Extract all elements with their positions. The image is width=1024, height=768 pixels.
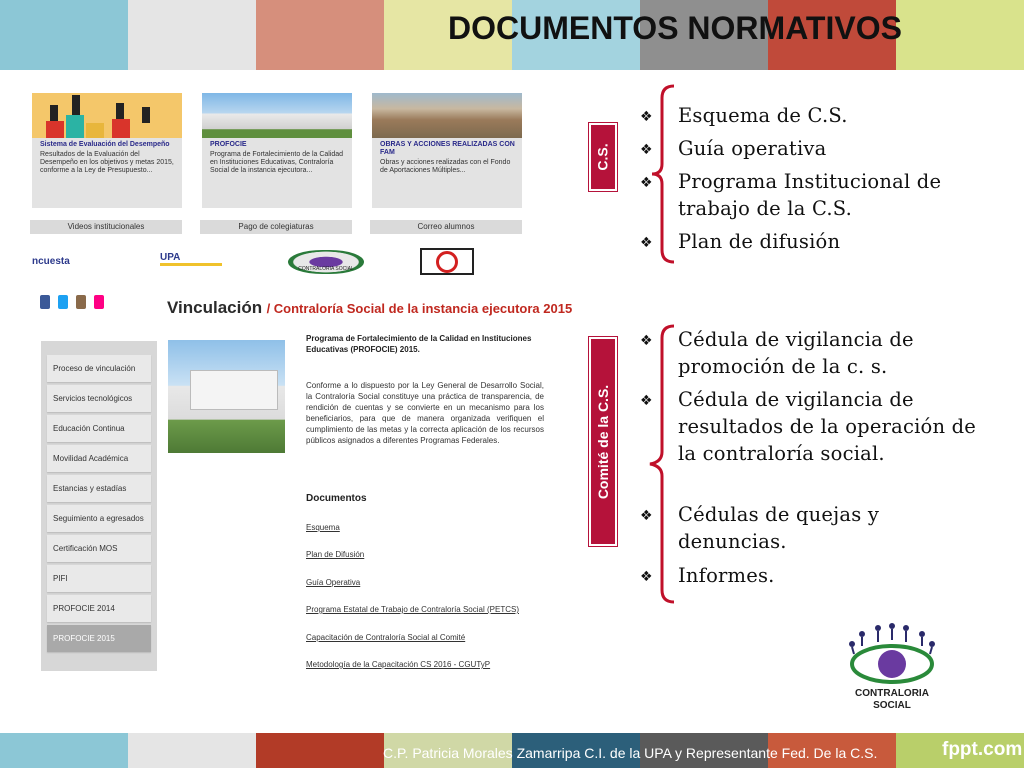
document-link[interactable]: Plan de Difusión — [306, 550, 365, 559]
diamond-bullet-icon: ❖ — [640, 393, 653, 409]
menu-item[interactable]: Seguimiento a egresados — [47, 505, 151, 532]
cs-item: Programa Institucional de trabajo de la C.S. — [678, 170, 942, 220]
card-title: PROFOCIE — [210, 141, 247, 148]
diamond-bullet-icon: ❖ — [640, 175, 653, 191]
comite-item: Cédulas de quejas y denuncias. — [678, 503, 880, 553]
card-obras-acciones[interactable] — [372, 93, 522, 208]
cs-item: Guía operativa — [678, 137, 827, 160]
footer-text: C.P. Patricia Morales Zamarripa C.I. de la UPA y Representante Fed. De la C.S. — [383, 745, 878, 761]
comite-brace — [648, 324, 678, 604]
encuesta-link[interactable]: ncuesta — [32, 256, 70, 267]
card-description: Resultados de la Evaluación del Desempeño en los objetivos y metas 2015, conforme a la Ley de Presupuesto... — [40, 151, 174, 174]
document-link[interactable]: Guía Operativa — [306, 578, 361, 587]
program-title: Programa de Fortalecimiento de la Calidad en Instituciones Educativas (PROFOCIE) 2015. — [306, 334, 532, 354]
comite-item: Cédula de vigilancia de resultados de la operación de la contraloría social. — [678, 388, 977, 465]
band-segment — [128, 0, 256, 70]
twitter-icon[interactable] — [58, 295, 68, 309]
web-side-menu — [41, 341, 157, 671]
band-segment — [256, 733, 384, 768]
menu-item[interactable]: PIFI — [47, 565, 151, 592]
comite-item: Informes. — [678, 564, 775, 587]
contraloria-social-logo — [844, 622, 940, 714]
diamond-bullet-icon: ❖ — [640, 235, 653, 251]
band-segment — [0, 733, 128, 768]
card-sistema-evaluacion[interactable] — [32, 93, 182, 208]
cs-item: Plan de difusión — [678, 230, 841, 253]
documents-heading: Documentos — [306, 493, 367, 504]
menu-item[interactable]: Estancias y estadías — [47, 475, 151, 502]
cs-section-label: C.S. — [589, 123, 617, 191]
band-segment — [128, 733, 256, 768]
instagram-icon[interactable] — [76, 295, 86, 309]
logo-line1: CONTRALORIA — [855, 688, 929, 699]
upa-logo[interactable]: UPA — [160, 252, 222, 266]
correo-alumnos-button[interactable]: Correo alumnos — [370, 220, 522, 234]
card-profocie[interactable] — [202, 93, 352, 208]
logo-line2: SOCIAL — [873, 700, 911, 711]
cs-item: Esquema de C.S. — [678, 104, 848, 127]
slide-title: DOCUMENTOS NORMATIVOS — [448, 10, 902, 46]
vinculacion-subtitle: / Contraloría Social de la instancia ejecutora 2015 — [266, 301, 573, 316]
construction-image — [372, 93, 522, 138]
card-title: Sistema de Evaluación del Desempeño — [40, 141, 170, 148]
diamond-bullet-icon: ❖ — [640, 109, 653, 125]
card-title: OBRAS Y ACCIONES REALIZADAS CON FAM — [380, 141, 515, 156]
pago-colegiaturas-button[interactable]: Pago de colegiaturas — [200, 220, 352, 234]
document-link[interactable]: Esquema — [306, 523, 340, 532]
menu-item[interactable]: Certificación MOS — [47, 535, 151, 562]
contraloria-social-small-logo[interactable]: CONTRALORIA SOCIAL — [288, 250, 364, 274]
document-link[interactable]: Metodología de la Capacitación CS 2016 - CGUTyP — [306, 660, 491, 669]
comite-section-label: Comité de la C.S. — [589, 337, 617, 546]
vinculacion-title: Vinculación — [167, 298, 263, 317]
menu-item-active[interactable]: PROFOCIE 2015 — [47, 625, 151, 652]
band-segment — [256, 0, 384, 70]
no-smoking-icon — [420, 248, 474, 275]
document-link[interactable]: Capacitación de Contraloría Social al Comité — [306, 633, 466, 642]
facebook-icon[interactable] — [40, 295, 50, 309]
menu-item[interactable]: Proceso de vinculación — [47, 355, 151, 382]
menu-item[interactable]: Servicios tecnológicos — [47, 385, 151, 412]
web-page-title — [167, 298, 572, 318]
menu-item[interactable]: PROFOCIE 2014 — [47, 595, 151, 622]
document-link[interactable]: Programa Estatal de Trabajo de Contraloría Social (PETCS) — [306, 605, 519, 614]
comite-item: Cédula de vigilancia de promoción de la c. s. — [678, 328, 914, 378]
videos-button[interactable]: Videos institucionales — [30, 220, 182, 234]
card-description: Obras y acciones realizadas con el Fondo de Aportaciones Múltiples... — [380, 159, 511, 174]
upa-building-photo — [168, 340, 285, 453]
building-image — [202, 93, 352, 138]
menu-item[interactable]: Educación Continua — [47, 415, 151, 442]
band-segment — [0, 0, 128, 70]
flickr-icon[interactable] — [94, 295, 104, 309]
diamond-bullet-icon: ❖ — [640, 333, 653, 349]
diamond-bullet-icon: ❖ — [640, 569, 653, 585]
menu-item[interactable]: Movilidad Académica — [47, 445, 151, 472]
people-podium-image — [32, 93, 182, 138]
brand-mark: fppt.com — [942, 739, 1023, 760]
card-description: Programa de Fortalecimiento de la Calidad en Instituciones Educativas, Contraloría Social de la instancia ejecutora... — [210, 151, 344, 174]
social-icons — [40, 295, 104, 309]
band-segment — [896, 0, 1024, 70]
program-body: Conforme a lo dispuesto por la Ley General de Desarrollo Social, la Contraloría Social constituye una práctica de transparencia, de rendición de cuentas y se convierte en un mecanismo para los beneficiarios, para que de manera organizada verifiquen el cumplimiento de las metas y la correcta aplicación de los recursos públicos asignados a diferentes Programas Federales. — [306, 381, 544, 445]
diamond-bullet-icon: ❖ — [640, 142, 653, 158]
diamond-bullet-icon: ❖ — [640, 508, 653, 524]
